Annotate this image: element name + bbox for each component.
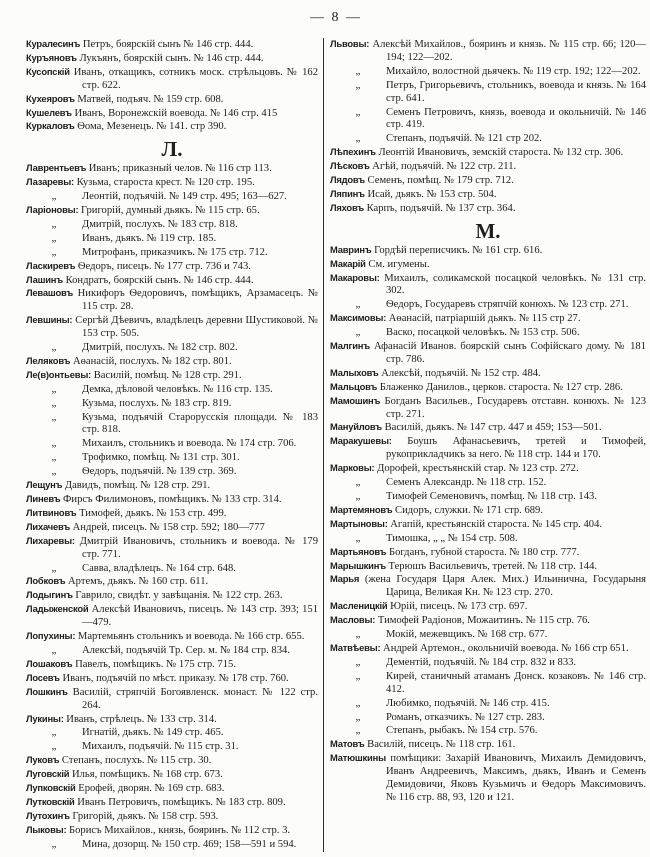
index-entry	[330, 462, 646, 476]
entry-text: Лукъянъ, боярскій сынъ. № 146 стр. 444.	[79, 52, 264, 64]
index-entry	[26, 120, 318, 134]
index-entry	[26, 260, 318, 274]
entry-text: Сергѣй Дѣевичъ, владѣлецъ деревни Шустиковой. № 153 стр. 505.	[75, 315, 318, 340]
entry-surname: Луковъ	[26, 754, 60, 766]
index-entry	[330, 202, 646, 216]
index-entry	[26, 232, 318, 246]
index-entry	[26, 369, 318, 383]
entry-surname: Марышкинъ	[330, 559, 386, 571]
entry-surname: Лутохинъ	[26, 809, 70, 821]
ditto-mark: „	[51, 410, 57, 423]
index-entry	[26, 479, 318, 493]
entry-text: Богданъ Васильев., Государевъ отставн. конюхъ. № 123 стр. 271.	[384, 395, 646, 420]
entry-text: Леонтій Ивановичъ, земскій староста. № 132 стр. 306.	[378, 147, 624, 159]
entry-text: Савва, владѣлецъ. № 164 стр. 648.	[82, 562, 236, 574]
entry-text: Степанъ, подъячій. № 121 стр 202.	[386, 133, 542, 145]
entry-text: Романъ, отказчикъ. № 127 стр. 283.	[386, 711, 545, 723]
entry-text: Дмитрій Ивановичъ, стольникъ и воевода. № 179 стр. 771.	[79, 535, 318, 560]
entry-text: Карпъ, подъячій. № 137 стр. 364.	[366, 202, 516, 214]
entry-surname: Лыковы:	[26, 823, 67, 835]
ditto-mark: „	[51, 643, 57, 656]
entry-surname: Ле(в)онтьевы:	[26, 368, 92, 380]
index-entry	[26, 535, 318, 562]
entry-text: Илья, помѣщикъ. № 168 стр. 673.	[71, 769, 223, 781]
entry-surname: Ласкиревъ	[26, 259, 76, 271]
entry-text: Дмитрій, послухъ. № 183 стр. 818.	[82, 218, 238, 230]
entry-text: (жена Государя Царя Алек. Мих.) Ильинична, Государыня Царица, Великая Кн. № 123 стр. 270.	[364, 574, 647, 599]
index-entry	[26, 465, 318, 479]
entry-surname: Леляковъ	[26, 354, 71, 366]
entry-text: Исай, дьякъ. № 153 стр. 504.	[367, 188, 497, 200]
ditto-mark: „	[355, 490, 361, 502]
index-entry	[330, 79, 646, 106]
index-entry	[26, 782, 318, 796]
index-entry	[26, 274, 318, 288]
entry-text: Дементій, подъячій. № 184 стр. 832 и 833.	[386, 656, 577, 668]
index-entry	[330, 738, 646, 752]
index-entry	[330, 628, 646, 642]
entry-text: Кузьма, староста крест. № 120 стр. 195.	[76, 177, 255, 189]
entry-text: Семенъ Александр. № 118 стр. 152.	[386, 477, 547, 489]
index-entry	[330, 642, 646, 656]
index-entry	[330, 752, 646, 805]
index-entry	[26, 796, 318, 810]
entry-text: Михаилъ, стольникъ и воевода. № 174 стр. 706.	[82, 438, 297, 450]
ditto-mark: „	[51, 190, 57, 203]
entry-surname: Линевъ	[26, 493, 61, 504]
index-entry	[26, 740, 318, 754]
entry-surname: Лихачевъ	[26, 520, 70, 532]
entry-surname: Максимовы:	[330, 312, 387, 324]
entry-surname: Львовы:	[330, 38, 370, 49]
index-entry	[26, 52, 318, 66]
entry-text: Мина, дозорщ. № 150 стр. 469; 158—591 и 594.	[82, 838, 297, 850]
entry-text: Агапій, крестьянскій староста. № 145 стр. 404.	[390, 518, 603, 530]
ditto-mark: „	[51, 740, 57, 753]
entry-surname: Матвѣевы:	[330, 641, 381, 653]
entry-surname: Лещунъ	[26, 479, 63, 491]
index-entry	[26, 190, 318, 204]
entry-text: Андрей Артемон., окольничій воевода. № 166 стр 651.	[383, 642, 629, 654]
entry-text: Григорій, дьякъ. № 158 стр. 593.	[72, 810, 219, 822]
entry-text: Кузьма, подъячій Старорусскія площади. № 183 стр. 818.	[82, 411, 318, 436]
entry-surname: Лутковскій	[26, 795, 75, 807]
index-entry	[26, 768, 318, 782]
ditto-mark: „	[51, 437, 57, 450]
entry-text: Ерофей, дворян. № 169 стр. 683.	[78, 783, 225, 795]
index-entry	[26, 630, 318, 644]
index-entry	[330, 258, 646, 272]
index-entry	[330, 367, 646, 381]
entry-text: Алексѣй, подъячій Тр. Сер. м. № 184 стр. 834.	[82, 644, 290, 656]
entry-surname: Масловы:	[330, 614, 376, 626]
ditto-mark: „	[51, 396, 57, 409]
entry-surname: Лопухины:	[26, 630, 76, 642]
index-entry	[26, 644, 318, 658]
index-entry	[330, 518, 646, 532]
entry-surname: Лѣсковъ	[330, 160, 370, 172]
index-entry	[330, 711, 646, 725]
index-entry	[330, 532, 646, 546]
entry-text: Гордѣй переписчикъ. № 161 стр. 616.	[374, 244, 543, 256]
ditto-mark: „	[355, 710, 361, 723]
entry-surname: Мамошинъ	[330, 394, 381, 406]
entry-surname: Марья	[330, 573, 360, 585]
entry-text: Алексѣй Ивановичъ, писецъ. № 143 стр. 393; 151—479.	[82, 604, 318, 629]
index-entry	[330, 132, 646, 146]
entry-text: Василій, стряпчій Богоявленск. монаст. № 122 стр. 264.	[72, 686, 318, 711]
ditto-mark: „	[355, 132, 361, 145]
entry-text: Леонтій, подъячій. № 149 стр. 495; 163—627.	[82, 191, 287, 203]
entry-surname: Мальцовъ	[330, 380, 378, 392]
entry-text: Кондратъ, боярскій сынъ. № 146 стр. 444.	[65, 274, 254, 286]
index-entry	[330, 160, 646, 174]
index-entry	[26, 824, 318, 838]
entry-surname: Лодыгинъ	[26, 589, 73, 601]
entry-text: Петръ, боярскій сынъ № 146 стр. 444.	[82, 39, 254, 50]
ditto-mark: „	[51, 245, 57, 258]
ditto-mark: „	[51, 837, 57, 850]
entry-surname: Мартемяновъ	[330, 503, 393, 515]
index-entry	[330, 490, 646, 504]
entry-text: Иванъ, Воронежскій воевода. № 146 стр. 415	[74, 107, 278, 119]
ditto-mark: „	[355, 298, 361, 311]
index-entry	[26, 38, 318, 52]
index-entry	[26, 451, 318, 465]
ditto-mark: „	[51, 451, 57, 464]
entry-surname: Левашовъ	[26, 287, 73, 299]
index-entry	[26, 218, 318, 232]
index-entry	[330, 38, 646, 65]
entry-text: Васко, посацкой человѣкъ. № 153 стр. 506.	[386, 327, 580, 339]
entry-surname: Лихаревы:	[26, 534, 75, 546]
ditto-mark: „	[51, 561, 57, 574]
index-entry	[26, 726, 318, 740]
ditto-mark: „	[355, 476, 361, 489]
index-entry	[26, 437, 318, 451]
entry-text: Степанъ, послухъ. № 115 стр. 30.	[61, 755, 212, 767]
index-entry	[26, 589, 318, 603]
index-entry	[330, 244, 646, 258]
entry-text: Дмитрій, послухъ. № 182 стр. 802.	[82, 342, 238, 354]
index-entry	[26, 658, 318, 672]
columns-container	[26, 38, 646, 852]
index-entry	[330, 381, 646, 395]
entry-text: Иванъ, стрѣлецъ. № 133 стр. 314.	[66, 713, 217, 725]
index-entry	[26, 493, 318, 507]
entry-text: Игнатій, дьякъ. № 149 стр. 465.	[82, 727, 224, 739]
index-entry	[330, 724, 646, 738]
entry-surname: Ларіоновы:	[26, 203, 79, 215]
entry-text: Тимошка, „ „ № 154 стр. 508.	[386, 532, 518, 544]
entry-text: Степанъ, рыбакъ. № 154 стр. 576.	[386, 725, 538, 737]
entry-text: Аѳанасій, послухъ. № 182 стр. 801.	[72, 355, 232, 367]
index-entry	[26, 314, 318, 341]
entry-surname: Малыховъ	[330, 366, 379, 378]
entry-text: Андрей, писецъ. № 158 стр. 592; 180—777	[72, 521, 265, 533]
index-entry	[330, 326, 646, 340]
page-number: — 8 —	[310, 10, 362, 25]
index-entry	[330, 174, 646, 188]
ditto-mark: „	[355, 628, 361, 641]
index-entry	[26, 287, 318, 314]
index-entry	[26, 397, 318, 411]
entry-text: Кирей, станичный атаманъ Донск. козаковъ. № 146 стр. 412.	[386, 670, 646, 695]
entry-text: Ѳедоръ, писецъ. № 177 стр. 736 и 743.	[77, 260, 251, 272]
index-entry	[330, 697, 646, 711]
entry-text: Кузьма, послухъ. № 183 стр. 819.	[82, 397, 232, 409]
index-entry	[26, 162, 318, 176]
entry-surname: Левшины:	[26, 314, 73, 326]
entry-text: Афанасій Иванов. боярскій сынъ Софійскаго дому. № 181 стр. 786.	[373, 341, 646, 365]
index-entry	[26, 383, 318, 397]
section-header: М.	[475, 218, 501, 243]
index-entry	[330, 188, 646, 202]
entry-surname: Кухеяровъ	[26, 92, 75, 104]
entry-text: Дорофей, крестьянскій стар. № 123 стр. 272.	[377, 463, 579, 475]
entry-text: Богданъ, губной староста. № 180 стр. 777.	[388, 546, 580, 558]
entry-surname: Матовъ	[330, 738, 365, 750]
entry-text: Василій, писецъ. № 118 стр. 161.	[367, 739, 516, 751]
entry-text: Митрофанъ, приказчикъ. № 175 стр. 712.	[82, 246, 268, 258]
entry-surname: Лошкинъ	[26, 685, 68, 697]
ditto-mark: „	[355, 655, 361, 668]
entry-text: Михаилъ, подъячій. № 115 стр. 31.	[82, 741, 239, 753]
index-entry	[26, 204, 318, 218]
entry-text: Любимко, подъячій. № 146 стр. 415.	[386, 697, 550, 709]
index-entry	[330, 421, 646, 435]
entry-surname: Мартьяновъ	[330, 545, 387, 557]
index-entry	[26, 838, 318, 852]
entry-text: Артемъ, дьякъ. № 160 стр. 611.	[68, 576, 209, 588]
entry-surname: Масленицкій	[330, 600, 388, 612]
entry-surname: Матюшкины	[330, 752, 386, 764]
entry-text: Ѳедоръ, подъячій. № 139 стр. 369.	[82, 466, 237, 478]
entry-text: Семенъ Петровичъ, князь, воевода и окольничій. № 146 стр. 419.	[386, 106, 646, 131]
entry-text: Борисъ Михайлов., князь, бояринъ. № 112 стр. 3.	[69, 824, 291, 836]
entry-text: Петръ, Григорьевичъ, стольникъ, воевода и князь. № 164 стр. 641.	[386, 79, 646, 104]
entry-surname: Лашинъ	[26, 273, 63, 285]
entry-text: Тимофей Семеновичъ, помѣщ. № 118 стр. 143.	[386, 491, 597, 502]
entry-surname: Кушелевъ	[26, 106, 72, 118]
section-header: Л.	[161, 137, 183, 162]
ditto-mark: „	[355, 724, 361, 737]
entry-surname: Литвиновъ	[26, 506, 77, 518]
entry-surname: Куркаловъ	[26, 120, 75, 132]
entry-surname: Кусопскій	[26, 65, 70, 77]
entry-text: Трофимко, помѣщ. № 131 стр. 301.	[82, 452, 240, 464]
entry-text: Ѳедоръ, Государевъ стряпчій конюхъ. № 123 стр. 271.	[386, 299, 629, 311]
entry-text: Иванъ Петровичъ, помѣщикъ. № 183 стр. 809.	[77, 796, 286, 808]
entry-surname: Малгинъ	[330, 340, 370, 352]
index-entry	[330, 546, 646, 560]
entry-text: Терюшъ Васильевичъ, третей. № 118 стр. 144.	[388, 560, 598, 572]
entry-text: Давидъ, помѣщ. № 128 стр. 291.	[64, 480, 211, 492]
entry-surname: Мануйловъ	[330, 421, 382, 433]
index-entry	[26, 507, 318, 521]
entry-text: Павелъ, помѣщикъ. № 175 стр. 715.	[75, 658, 236, 670]
ditto-mark: „	[355, 669, 361, 682]
entry-surname: Макарій	[330, 257, 366, 269]
entry-text: Григорій, думный дьякъ. № 115 стр. 65.	[81, 204, 260, 216]
entry-text: Гаврило, свидѣт. у завѣщанія. № 122 стр. 263.	[75, 590, 283, 602]
entry-text: Василій, помѣщ. № 128 стр. 291.	[93, 369, 242, 381]
ditto-mark: „	[355, 78, 361, 91]
entry-surname: Ляховъ	[330, 201, 364, 213]
entry-text: Никифоръ Ѳедоровичъ, помѣщикъ, Арзамасецъ. № 115 стр. 28.	[77, 288, 319, 313]
entry-text: помѣщики: Захарій Ивановичъ, Михаилъ Демидовичъ, Иванъ Андреевичъ, Максимъ, дьякъ, Иванъ и Семенъ Демидовичи, Яковъ Кузьмичъ и Ѳедоръ Максимовичъ. № 116 стр. 88, 93, 120 и 121.	[386, 753, 646, 803]
entry-surname: Лазаревы:	[26, 176, 74, 188]
entry-text: Алексѣй, подъячій. № 152 стр. 484.	[381, 367, 541, 379]
entry-text: Иванъ, откащикъ, сотникъ моск. стрѣльцовъ. № 162 стр. 622.	[73, 66, 318, 91]
entry-text: Аѳанасій, патріаршій дьякъ. № 115 стр 27.	[388, 313, 581, 325]
index-entry	[330, 573, 646, 600]
entry-text: Иванъ; приказный челов. № 116 стр 113.	[88, 163, 272, 175]
entry-text: См. игумены.	[368, 258, 430, 270]
index-entry	[330, 65, 646, 79]
entry-text: Михаилъ, соликамской посацкой человѣкъ. № 131 стр. 302.	[384, 272, 646, 297]
index-entry	[330, 146, 646, 160]
ditto-mark: „	[51, 217, 57, 230]
entry-surname: Лупковскій	[26, 782, 76, 794]
index-entry	[330, 340, 646, 367]
index-entry	[26, 686, 318, 713]
index-entry	[26, 66, 318, 93]
entry-surname: Мавринъ	[330, 243, 372, 255]
entry-text: Семенъ, помѣщ. № 179 стр. 712.	[367, 175, 514, 187]
index-entry	[26, 603, 318, 630]
entry-text: Ѳома, Мезенецъ. № 141. стр 390.	[77, 121, 227, 133]
entry-surname: Марковы:	[330, 462, 375, 474]
index-entry	[26, 562, 318, 576]
entry-surname: Макаровы:	[330, 271, 380, 283]
index-entry	[330, 272, 646, 299]
index-entry	[26, 521, 318, 535]
index-entry	[330, 560, 646, 574]
entry-text: Тимофей Радіонов, Можаитинъ. № 115 стр. 76.	[377, 615, 590, 627]
index-entry	[330, 435, 646, 462]
ditto-mark: „	[355, 326, 361, 339]
index-entry	[26, 246, 318, 260]
index-entry	[330, 476, 646, 490]
entry-surname: Луговскій	[26, 768, 70, 780]
index-entry	[26, 176, 318, 190]
entry-text: Иванъ, дьякъ. № 119 стр. 185.	[82, 232, 217, 244]
ditto-mark: „	[355, 531, 361, 544]
index-entry	[26, 575, 318, 589]
column-left	[26, 38, 323, 852]
index-entry	[26, 672, 318, 686]
entry-text: Мартемьянъ стольникъ и воевода. № 166 стр. 655.	[77, 631, 305, 643]
entry-surname: Лошаковъ	[26, 657, 73, 669]
entry-text: Матвей, подъяч. № 159 стр. 608.	[77, 93, 224, 105]
entry-text: Сидоръ, служки. № 171 стр. 689.	[395, 504, 544, 516]
entry-surname: Ладыженской	[26, 603, 89, 615]
entry-surname: Лаврентьевъ	[26, 162, 87, 174]
entry-surname: Куръяновъ	[26, 51, 77, 63]
entry-text: Мокій, межевщикъ. № 168 стр. 677.	[386, 629, 548, 641]
index-entry	[26, 93, 318, 107]
entry-text: Фирсъ Филимоновъ, помѣщикъ. № 133 стр. 314.	[63, 494, 282, 505]
index-entry	[330, 600, 646, 614]
entry-surname: Лѣпехинъ	[330, 146, 376, 158]
index-entry	[330, 298, 646, 312]
entry-text: Демка, дѣловой человѣкъ. № 116 стр. 135.	[82, 383, 273, 395]
ditto-mark: „	[51, 726, 57, 739]
index-entry	[26, 355, 318, 369]
index-entry	[330, 312, 646, 326]
index-entry	[330, 656, 646, 670]
ditto-mark: „	[51, 465, 57, 478]
index-entry	[26, 810, 318, 824]
index-entry	[26, 754, 318, 768]
index-entry	[26, 713, 318, 727]
index-entry	[26, 107, 318, 121]
column-right	[323, 38, 646, 852]
index-entry	[26, 411, 318, 438]
index-entry	[330, 614, 646, 628]
entry-text: Василій, дьякъ. № 147 стр. 447 и 459; 153—501.	[384, 422, 602, 434]
entry-text: Михайло, волостной дьячекъ. № 119 стр. 192; 122—202.	[386, 65, 641, 77]
ditto-mark: „	[51, 341, 57, 354]
entry-surname: Лядовъ	[330, 174, 365, 186]
entry-text: Юрій, писецъ. № 173 стр. 697.	[390, 601, 528, 613]
entry-surname: Лукины:	[26, 712, 64, 724]
entry-surname: Мартыновы:	[330, 517, 388, 529]
entry-surname: Маракушевы:	[330, 435, 392, 447]
index-entry	[330, 106, 646, 133]
entry-surname: Ляпинъ	[330, 187, 365, 199]
index-entry	[26, 341, 318, 355]
entry-text: Агѣй, подъячій. № 122 стр. 211.	[372, 161, 517, 173]
ditto-mark: „	[355, 64, 361, 77]
entry-text: Блаженко Данилов., церков. староста. № 127 стр. 286.	[379, 381, 623, 393]
entry-text: Иванъ, подъячій по мѣст. приказу. № 178 стр. 760.	[62, 672, 289, 684]
index-entry	[330, 504, 646, 518]
entry-text: Тимофей, дьякъ. № 153 стр. 499.	[79, 507, 227, 519]
ditto-mark: „	[355, 696, 361, 709]
ditto-mark: „	[51, 382, 57, 395]
index-entry	[330, 395, 646, 422]
ditto-mark: „	[51, 231, 57, 244]
entry-surname: Лобковъ	[26, 575, 66, 587]
entry-text: Алексѣй Михайлов., бояринъ и князь. № 115 стр. 66; 120—194; 122—202.	[372, 39, 646, 63]
entry-surname: Лосевъ	[26, 671, 60, 683]
index-entry	[330, 670, 646, 697]
entry-surname: Куралесинъ	[26, 38, 81, 49]
entry-text: Боушъ Афанасьевичъ, третей и Тимофей, рукоприкладчикъ за него. № 118 стр. 144 и 170.	[386, 436, 646, 461]
ditto-mark: „	[355, 105, 361, 118]
